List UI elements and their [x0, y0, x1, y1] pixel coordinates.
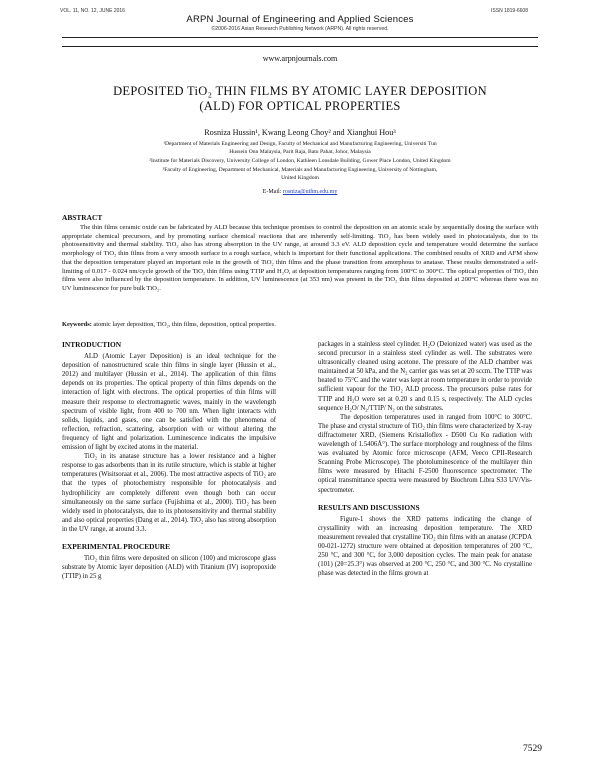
method-paragraph-1: packages in a stainless steel cylinder. H₂O (Deionized water) was used as the second precursor in a stainless steel cylinder as well. The substrates were ultrasonically cleaned using acetone. The pressure of the ALD chamber was maintained at 50 kPa, and the N₂ carrier gas was set at 20 sccm. The TTIP was heated to 75°C and the water was kept at room temperature in order to provide sufficient vapour for the TiO₂ ALD process. The precursors pulse rates for TTIP and H₂O were set at 0.20 s and 0.15 s, respectively. The ALD cycles sequence H₂O/ N₂/TTIP/ N₂ on the substrates.	[318, 341, 532, 412]
copyright-notice: ©2006-2016 Asian Research Publishing Network (ARPN). All rights reserved.	[211, 26, 389, 32]
introduction-heading: INTRODUCTION	[62, 340, 122, 349]
intro-paragraph-2: TiO₂ in its anatase structure has a lower resistance and a higher response to gas adsorbents than in its rutile structure, which is stable at higher temperatures (Wisitsoraat et al., 2006). The most attractive aspects of TiO₂ are that the types of photochemistry responsible for photocatalysis and hydrophilicity are completely different even though both can occur simultaneously on the same surface (Fujishima et al., 2000). TiO₂ has been widely used in photocatalysts, due to its photosensitivity and thermal stability and also optical properties (Dang et al., 2014). TiO₂ also has strong absorption in the UV range, at around 3.3.	[62, 453, 276, 533]
experimental-heading: EXPERIMENTAL PROCEDURE	[62, 541, 171, 551]
right-column	[318, 340, 532, 578]
title-line-1: DEPOSITED TiO₂ THIN FILMS BY ATOMIC LAYER DEPOSITION	[113, 84, 487, 98]
keywords-list: atomic layer deposition, TiO₂, thin films, deposition, optical properties.	[91, 321, 276, 328]
affiliation: ¹Department of Materials Engineering and Design, Faculty of Mechanical and Manufacturing Engineering, Universiti Tun	[163, 141, 437, 147]
affiliation: ³Faculty of Engineering, Department of Mechanical, Materials and Manufacturing Engineering, University of Nottingham,	[162, 167, 438, 173]
title-line-2: (ALD) FOR OPTICAL PROPERTIES	[199, 98, 401, 113]
paper-title	[70, 84, 530, 113]
abstract-text: The thin films ceramic oxide can be fabricated by ALD because this technique promises to control the deposition on an atomic scale by sequentially dosing the surface with appropriate chemical precursors, and by promoting surface chemical reactions that are inherently self-limiting. TiO₂ has been widely used in photocatalysts, due to its photosensitivity and thermal stability. TiO₂ also has strong absorption in the UV range, at around 3.3 eV. ALD deposition cycle and temperature would determine the surface morphology of TiO₂ thin films from a very smooth surface to a rough surface, which is important for their functional applications. The combined results of XRD and AFM show that the deposition temperature played an important role in the growth of TiO₂ thin films and the phase transition from amorphous to anatase. These results demonstrated a self-limiting of 0.017 - 0.024 nm/cycle growth of the TiO₂ thin films using TTIP and H₂O, at deposition temperatures ranging from 100°C to 300°C. The optical properties of TiO₂ thin films were also influenced by the deposition temperature. In addition, UV luminescence (at 353 nm) was present in the TiO₂ thin films deposited at 200°C whereas there was no UV luminescence for pure bulk TiO₂.	[62, 224, 538, 292]
affiliation: Hussein Onn Malaysia, Parit Raja, Batu Pahat, Johor, Malaysia	[229, 149, 371, 155]
abstract-heading: ABSTRACT	[62, 213, 103, 222]
experimental-paragraph: TiO₂ thin films were deposited on silicon (100) and microscope glass substrate by Atomic layer deposition (ALD) with Titanium (IV) isopropoxide (TTIP) in 25 g	[62, 555, 276, 581]
author-list: Rosniza Hussin¹, Kwang Leong Choy² and Xianghui Hou³	[204, 128, 396, 137]
keywords	[62, 321, 538, 328]
email-label: E-Mail:	[262, 189, 283, 195]
results-paragraph: Figure-1 shows the XRD patterns indicating the change of crystallinity with an increasing deposition temperature. The XRD measurement revealed that crystalline TiO₂ thin films with an anatase (JCPDA 00-021-1272) structure were obtained at deposition temperatures of 200 °C, 250 °C, and 300 °C, for 3,000 deposition cycles. The main peak for anatase (101) (2θ=25.3°) was observed at 200 °C, 250 °C, and 300 °C. No crystalline phase was detected in the films grown at	[318, 515, 532, 578]
journal-name: ARPN Journal of Engineering and Applied Sciences	[186, 14, 414, 25]
journal-website: www.arpnjournals.com	[262, 54, 338, 63]
header-rule-2	[62, 46, 538, 47]
header-rule	[62, 37, 538, 38]
keywords-label: Keywords:	[62, 321, 92, 328]
intro-paragraph-1: ALD (Atomic Layer Deposition) is an ideal technique for the deposition of nanostructured scale thin films in single layer (Hussin et al., 2012) and multilayer (Hussin et al., 2014). The application of thin films depends on its properties. The optical property of thin films depends on the interaction of light with electrons. The optical properties of thin films will measure their response to electromagnetic waves, mainly in the wavelength spectrum of visible light, from 400 to 700 nm. When light interacts with solids, liquids, and gases, one can be satisfied with the phenomena of reflection, refraction, scattering, absorption with or without altering the frequency of light and polarization. Luminescence indicates the impulsive emission of light by excited atoms in the material.	[62, 353, 276, 452]
email-link[interactable]: rosniza@uthm.edu.my	[282, 189, 338, 195]
affiliation: United Kingdom	[281, 175, 319, 181]
issn: ISSN 1819-6608	[491, 8, 528, 14]
method-paragraph-2: The deposition temperatures used in ranged from 100°C to 300°C. The phase and crystal structure of TiO₂ thin films were characterized by X-ray diffractometer XRD, (Siemens Kristalloflex - D500 Cu Kα radiation with wavelength of 1.5406Å°). The surface morphology and roughness of the films was evaluated by Atomic force microscope (AFM, Veeco CPII-Research Scanning Probe Microscope). The photoluminescence of the multilayer thin films were measured by Hitachi F-2500 fluorescence spectrometer. The optical transmittance spectra were measured by Biochrom Libra S33 UV/Vis-spectrometer.	[318, 413, 532, 494]
contact-email	[0, 189, 600, 195]
volume-info: VOL. 11, NO. 12, JUNE 2016	[60, 8, 125, 14]
left-column	[62, 340, 276, 581]
affiliation: ²Institute for Materials Discovery, University College of London, Kathleen Lonsdale Building, Gower Place London, United Kingdom	[149, 158, 451, 164]
results-heading: RESULTS AND DISCUSSIONS	[318, 502, 420, 512]
page-number: 7529	[523, 744, 542, 754]
